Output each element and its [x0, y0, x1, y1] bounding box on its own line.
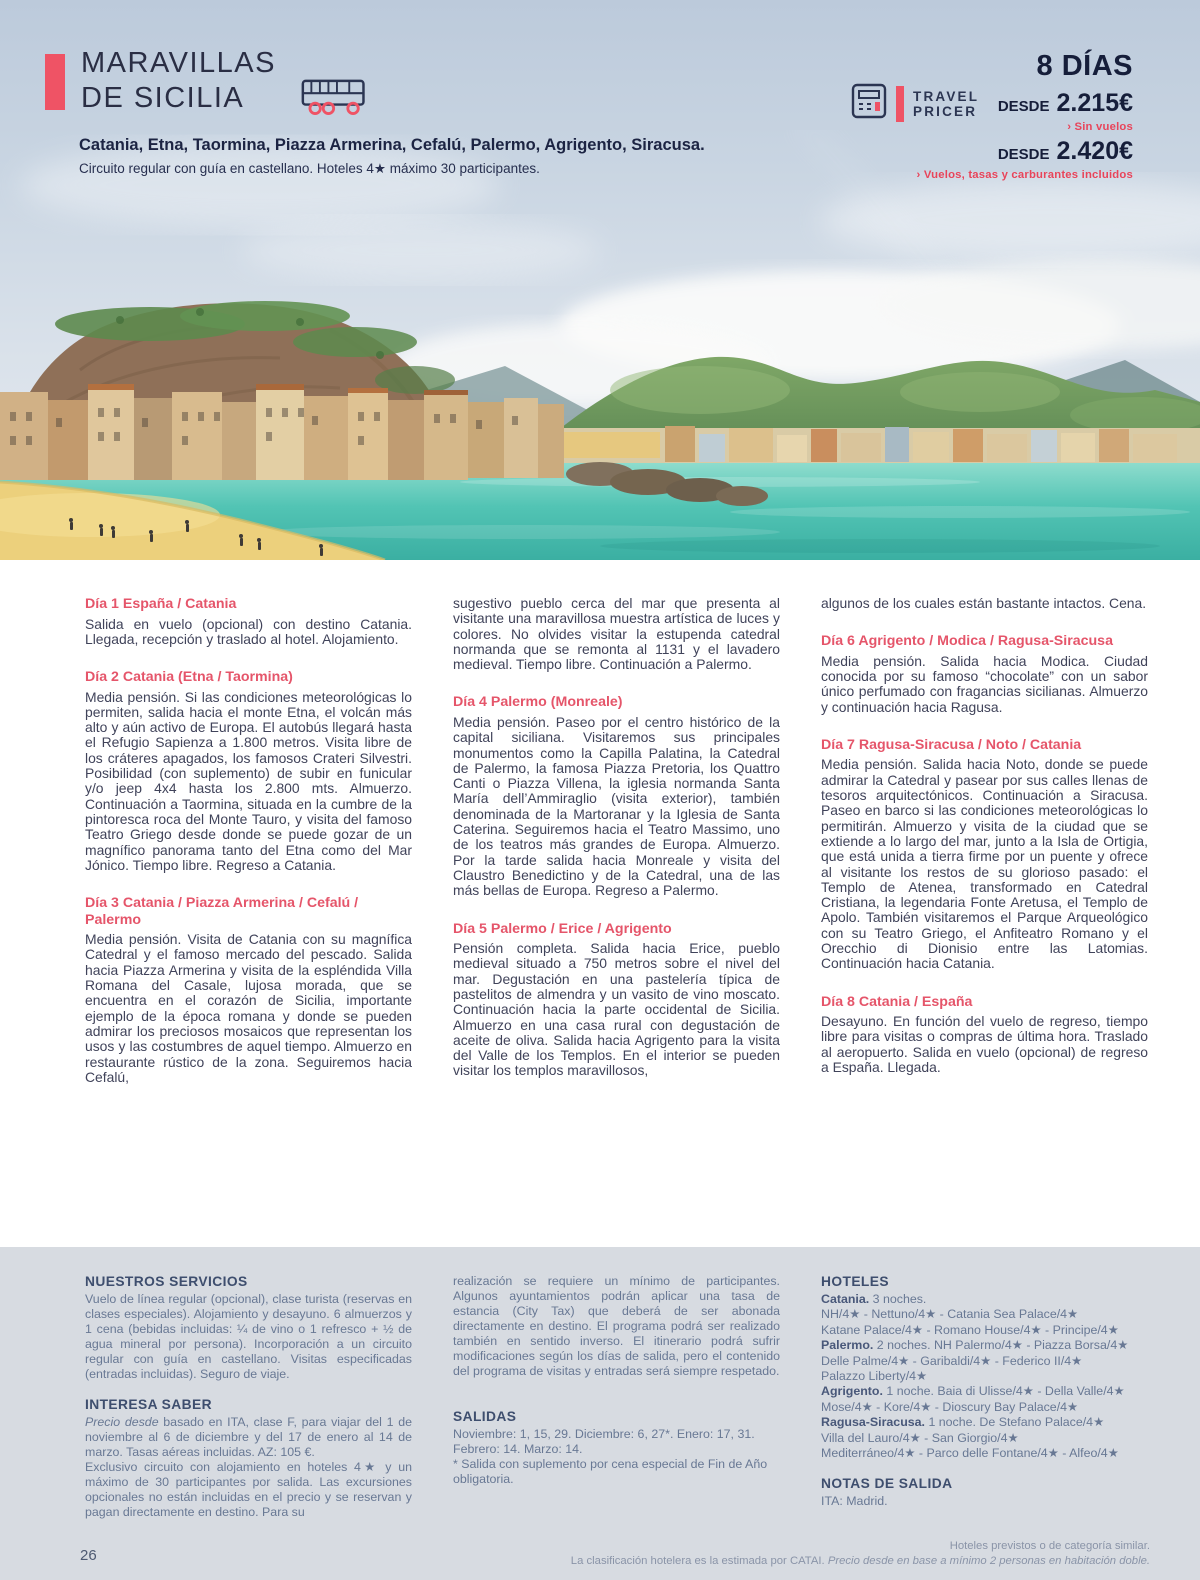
day-7-heading: Día 7 Ragusa-Siracusa / Noto / Catania	[821, 736, 1082, 753]
day-8-block	[821, 994, 1148, 1076]
day-2-heading: Día 2 Catania (Etna / Taormina)	[85, 669, 293, 686]
hotel-line: Palermo. 2 noches. NH Palermo/4★ - Piazza Borsa/4★	[821, 1338, 1129, 1353]
day-3-text: Media pensión. Visita de Catania con su magnífica Catedral y el famoso mercado del pescado. Salida hacia Piazza Armerina y visita de la espléndida Villa Romana del Casale, lujosa morada, que se encuentra en el corazón de Sicilia, importante ejemplo de la época romana y donde se pueden admirar los preciosos mosaicos que representan los usos y las costumbres de aquel tiempo. Almuerzo en restaurante rústico de la zona. Seguiremos hacia Cefalú,	[85, 931, 412, 1085]
day-2-text: Media pensión. Si las condiciones meteorológicas lo permiten, salida hacia el monte Etna, el volcán más alto y aún activo de Europa. El autobús llegará hasta el Refugio Sapienza a 1.800 metros. Visita libre de los cráteres apagados, los famosos Crateri Silvestri. Posibilidad (con suplemento) de subir en funicular y/o jeep 4x4 hasta los 2.800 mts. Almuerzo. Continuación a Taormina, situada en la cumbre de la pintoresca roca del Monte Tauro, y visita del famoso Teatro Griego desde donde se puede gozar de un magnífico panorama tanto del Etna como del Mar Jónico. Tiempo libre. Regreso a Catania.	[85, 688, 412, 873]
interesa-text-2: Exclusivo circuito con alojamiento en hoteles 4★ y un máximo de 30 participantes por salida. Las excursiones opcionales no están incluidas en el precio y se reservan y pagan directamente en destino. Para su	[85, 1460, 412, 1519]
bus-icon	[300, 76, 372, 123]
day-5-continuation-text: algunos de los cuales están bastante intactos. Cena.	[821, 595, 1147, 611]
trip-duration: 8 DÍAS	[1036, 50, 1133, 82]
itinerary-section	[0, 560, 1200, 1247]
itinerary-column-3	[821, 596, 1148, 1247]
cefalu-panorama-photo	[0, 130, 1200, 560]
price-note-with-flights: › Vuelos, tasas y carburantes incluidos	[916, 169, 1133, 181]
coast-town-strip	[555, 426, 1200, 466]
itinerary-column-1	[85, 596, 412, 1247]
hotel-line: Palazzo Liberty/4★	[821, 1369, 928, 1384]
brand-accent-bar	[45, 54, 65, 110]
day-1-block	[85, 596, 412, 647]
hotel-line: Mediterráneo/4★ - Parco delle Fontane/4★ - Alfeo/4★	[821, 1446, 1119, 1461]
interesa-text-1: Precio desde basado en ITA, clase F, para viajar del 1 de noviembre al 6 de diciembre y del 17 de enero al 14 de marzo. Tasas aéreas incluidas. AZ: 105 €.	[85, 1415, 413, 1459]
day-3-block	[85, 895, 412, 1085]
info-panel	[0, 1247, 1200, 1580]
hotel-line: Ragusa-Siracusa. 1 noche. De Stefano Palace/4★	[821, 1415, 1105, 1430]
hotel-line: Agrigento. 1 noche. Baia di Ulisse/4★ - Della Valle/4★	[821, 1384, 1125, 1399]
salidas-heading: SALIDAS	[453, 1409, 517, 1424]
travel-pricer-accent-bar	[896, 86, 904, 122]
notas-heading: NOTAS DE SALIDA	[821, 1476, 953, 1492]
day-7-text: Media pensión. Salida hacia Noto, donde se puede admirar la Catedral y pasear por sus calles llenas de tesoros arquitectónicos. Continuación a Siracusa. Paseo en barco si las condiciones meteorológicas lo permitirán. Almuerzo y visita de la ciudad que se extiende a lo largo del mar, junto a la Isla de Ortigia, que está unida a tierra firme por un puente y ofrece al visitante los restos de su glorioso pasado: el Templo de Atenea, transformado en Catedral Cristiana, la legendaria Fonte Aretusa, el Templo de Apolo. También visitaremos el Parque Arqueológico con su Teatro Griego, el Anfiteatro Romano y el Orecchio di Dionisio entre las Latomias. Continuación hacia Catania.	[821, 756, 1148, 972]
page-title-line1: MARAVILLAS	[81, 47, 276, 79]
price-note-no-flights: › Sin vuelos	[1067, 121, 1133, 133]
day-5-heading: Día 5 Palermo / Erice / Agrigento	[453, 920, 672, 937]
hotel-line: Villa del Lauro/4★ - San Giorgio/4★	[821, 1430, 1019, 1445]
day-6-block	[821, 633, 1148, 715]
page-title	[81, 46, 276, 116]
day-5-block	[453, 921, 780, 1079]
hotel-line: Mose/4★ - Kore/4★ - Dioscury Bay Palace/4★	[821, 1399, 1079, 1414]
page-number: 26	[80, 1547, 97, 1564]
hotel-line: Katane Palace/4★ - Romano House/4★ - Principe/4★	[821, 1322, 1119, 1337]
footer-note-2: La clasificación hotelera es la estimada por CATAI. Precio desde en base a mínimo 2 personas en habitación doble.	[570, 1555, 1150, 1567]
salidas-dates-1: Noviembre: 1, 15, 29. Diciembre: 6, 27*. Enero: 17, 31.	[453, 1427, 755, 1441]
price-without-flights: DESDE 2.215€	[997, 89, 1133, 117]
day-1-text: Salida en vuelo (opcional) con destino Catania. Llegada, recepción y traslado al hotel. Alojamiento.	[85, 615, 412, 647]
footer-notes	[571, 1539, 1150, 1569]
interesa-heading: INTERESA SABER	[85, 1397, 212, 1412]
price-with-flights: DESDE 2.420€	[997, 137, 1133, 165]
info-column-2	[453, 1274, 780, 1580]
hotel-line: NH/4★ - Nettuno/4★ - Catania Sea Palace/4★	[821, 1307, 1079, 1322]
day-1-heading: Día 1 España / Catania	[85, 596, 237, 612]
day-4-text: Media pensión. Paseo por el centro histórico de la capital siciliana. Visitaremos sus principales monumentos como la Capilla Palatina, la Catedral de Palermo, la famosa Piazza Pretoria, los Quattro Canti o Piazza Villena, la iglesia normanda Santa María dell’Ammiraglio (visita exterior), también denominada de la Martoranar y la Iglesia de Santa Caterina. Seguiremos hacia el Teatro Massimo, uno de los teatros más grandes de Europa. Almuerzo. Por la tarde salida hacia Monreale y visita del Claustro Benedictino y de la Catedral, una de las más bellas de Europa. Regreso a Palermo.	[453, 713, 780, 899]
info-column-1	[85, 1274, 412, 1580]
day-4-block	[453, 694, 780, 898]
travel-pricer-label: TRAVEL PRICER	[913, 88, 980, 119]
day-3-heading: Día 3 Catania / Piazza Armerina / Cefalú / Palermo	[85, 895, 359, 928]
day-8-heading: Día 8 Catania / España	[821, 993, 973, 1010]
day-6-text: Media pensión. Salida hacia Modica. Ciudad conocida por su famoso “chocolate” con un sabor único perfumado con fragancias sicilianas. Almuerzo y continuación hacia Ragusa.	[821, 652, 1148, 715]
travel-pricer-badge	[851, 83, 979, 124]
page-title-line2: DE SICILIA	[81, 82, 245, 114]
day-3-continuation-text: sugestivo pueblo cerca del mar que presenta al visitante una maravillosa muestra artística de luces y colores. No olvides visitar la estupenda catedral normanda que se remonta al 1131 y el lavadero medieval. Tiempo libre. Continuación a Palermo.	[453, 595, 780, 673]
day-6-heading: Día 6 Agrigento / Modica / Ragusa-Siracusa	[821, 633, 1113, 650]
day-7-block	[821, 737, 1148, 972]
info-column-3	[821, 1274, 1148, 1580]
salidas-dates-2: Febrero: 14. Marzo: 14.	[453, 1442, 583, 1456]
day-5-text: Pensión completa. Salida hacia Erice, pueblo medieval situado a 750 metros sobre el nivel del mar. Degustación en una pastelería típica de pastelitos de almendra y un vasito de vino moscato. Continuación hacia la parte occidental de Sicilia. Almuerzo en una casa rural con degustación de aceite de oliva. Salida hacia Agrigento para la visita del Valle de los Templos. En el interior se pueden visitar los templos maravillosos,	[453, 940, 780, 1079]
interesa-continuation-text: realización se requiere un mínimo de participantes. Algunos ayuntamientos podrán aplicar una tasa de estancia (City Tax) que deberá de ser abonada directamente en destino. El programa podrá ser realizado también en sentido inverso. El itinerario podrá sufrir modificaciones según los días de salida, pero el contenido del programa de visitas y entradas será siempre respetado.	[453, 1274, 780, 1378]
itinerary-column-2	[453, 596, 780, 1247]
services-text: Vuelo de línea regular (opcional), clase turista (reservas en clases especiales). Alojamiento y desayuno. 6 almuerzos y 1 cena (bebidas incluidas: ¼ de vino o 1 refresco + ½ de agua mineral por persona). Incorporación a un circuito regular con guía en castellano. Visitas especificadas (entradas incluidas). Seguro de viaje.	[85, 1292, 412, 1381]
footer-note-1: Hoteles previstos o de categoría similar.	[949, 1540, 1150, 1552]
hotel-line: Catania. 3 noches.	[821, 1292, 927, 1306]
day-4-heading: Día 4 Palermo (Monreale)	[453, 694, 623, 711]
salidas-note: * Salida con suplemento por cena especial de Fin de Año obligatoria.	[453, 1457, 768, 1486]
route-subtitle: Catania, Etna, Taormina, Piazza Armerina, Cefalú, Palermo, Agrigento, Siracusa.	[79, 136, 705, 154]
hero-section	[0, 0, 1200, 560]
hoteles-heading: HOTELES	[821, 1274, 889, 1289]
tour-conditions-subtitle: Circuito regular con guía en castellano. Hoteles 4★ máximo 30 participantes.	[79, 161, 540, 176]
services-heading: NUESTROS SERVICIOS	[85, 1274, 248, 1289]
notas-text: ITA: Madrid.	[821, 1494, 888, 1509]
hotel-line: Delle Palme/4★ - Garibaldi/4★ - Federico II/4★	[821, 1353, 1083, 1368]
day-2-block	[85, 669, 412, 873]
calculator-icon	[851, 83, 887, 124]
day-8-text: Desayuno. En función del vuelo de regreso, tiempo libre para visitas o compras de última hora. Traslado al aeropuerto. Salida en vuelo (opcional) de regreso a España. Llegada.	[821, 1013, 1148, 1076]
